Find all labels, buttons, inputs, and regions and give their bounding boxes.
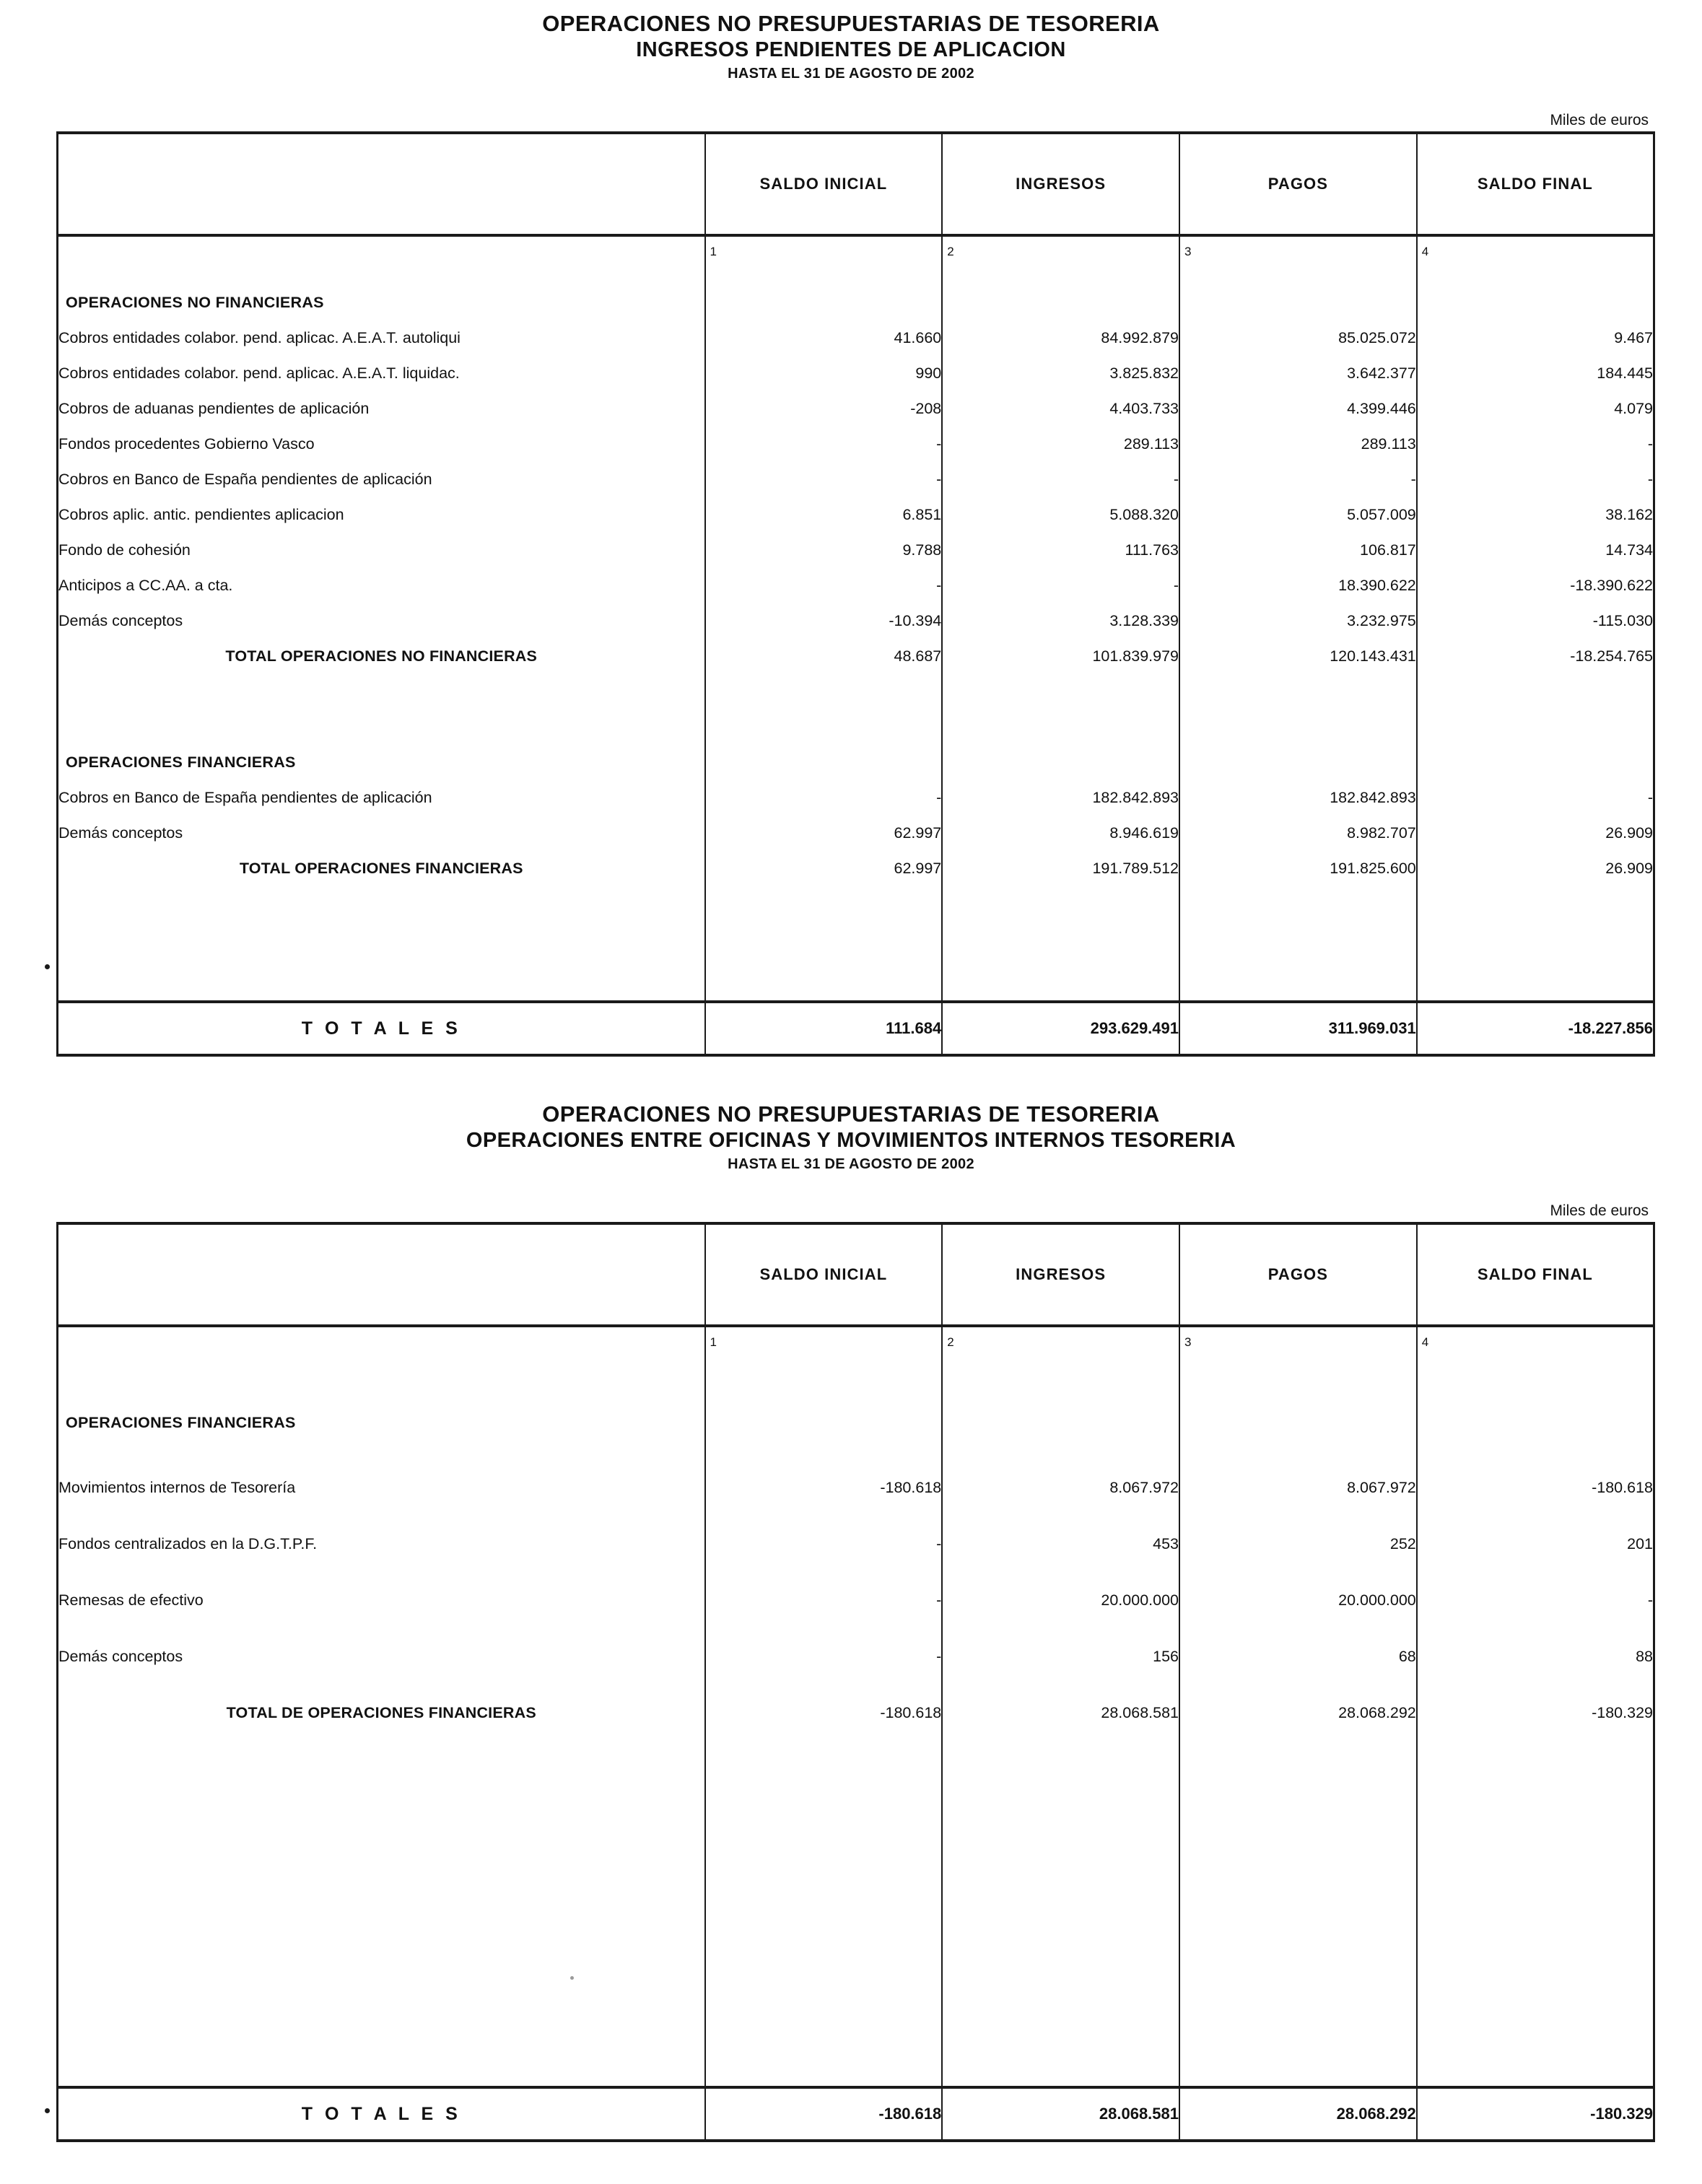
total-value: -18.254.765 — [1417, 639, 1654, 674]
report2-column-index-row — [58, 1326, 1654, 1356]
total-value: 191.789.512 — [942, 851, 1179, 886]
report2-header-row — [58, 1223, 1654, 1326]
total-value: 48.687 — [705, 639, 943, 674]
scan-artifact-dot-secondary — [570, 1976, 574, 1980]
row-concept: Cobros entidades colabor. pend. aplicac. A.E.A.T. liquidac. — [58, 356, 705, 391]
row-value: 68 — [1179, 1628, 1417, 1685]
row-value: 156 — [942, 1628, 1179, 1685]
report1-index-2 — [942, 235, 1179, 266]
row-concept: Anticipos a CC.AA. a cta. — [58, 568, 705, 603]
row-value: - — [705, 427, 943, 462]
row-value: - — [705, 1628, 943, 1685]
report2-units-caption: Miles de euros — [1550, 1202, 1649, 1219]
row-value: 62.997 — [705, 816, 943, 851]
row-concept: Cobros en Banco de España pendientes de aplicación — [58, 780, 705, 816]
row-value: - — [705, 1572, 943, 1628]
row-value: 8.982.707 — [1179, 816, 1417, 851]
row-value: 4.399.446 — [1179, 391, 1417, 427]
report1-title-line1: OPERACIONES NO PRESUPUESTARIAS DE TESORERIA — [542, 11, 1160, 36]
report2-index-4-label: 4 — [1421, 1335, 1429, 1349]
row-value: 4.403.733 — [942, 391, 1179, 427]
row-value: - — [942, 568, 1179, 603]
report2-index-2 — [942, 1326, 1179, 1356]
table-row — [58, 497, 1654, 533]
row-value: 9.467 — [1417, 320, 1654, 356]
report1-title-line3: HASTA EL 31 DE AGOSTO DE 2002 — [728, 66, 974, 82]
row-value: - — [705, 780, 943, 816]
report1-section1-heading: OPERACIONES FINANCIERAS — [58, 745, 705, 780]
row-value: - — [1417, 427, 1654, 462]
row-concept: Fondos centralizados en la D.G.T.P.F. — [58, 1516, 705, 1572]
table-row — [58, 816, 1654, 851]
total-value: 26.909 — [1417, 851, 1654, 886]
row-value: - — [1417, 1572, 1654, 1628]
row-value: 41.660 — [705, 320, 943, 356]
total-value: 101.839.979 — [942, 639, 1179, 674]
table-row — [58, 462, 1654, 497]
row-value: 184.445 — [1417, 356, 1654, 391]
spacer-row — [58, 1441, 1654, 1459]
grand-total-value: 111.684 — [705, 1002, 943, 1055]
report1-totales-row — [58, 1002, 1654, 1055]
row-concept: Demás conceptos — [58, 816, 705, 851]
table-row — [58, 603, 1654, 639]
report1-header-row — [58, 133, 1654, 235]
spacer-row — [58, 674, 1654, 745]
report2-table-wrap — [0, 1222, 1655, 2142]
report1-index-3-label: 3 — [1184, 244, 1192, 258]
row-concept: Movimientos internos de Tesorería — [58, 1459, 705, 1516]
row-concept: Fondo de cohesión — [58, 533, 705, 568]
row-value: - — [705, 462, 943, 497]
row-value: 182.842.893 — [1179, 780, 1417, 816]
table-row — [58, 1628, 1654, 1685]
row-value: 990 — [705, 356, 943, 391]
row-value: 106.817 — [1179, 533, 1417, 568]
report1-section1-total-label: TOTAL OPERACIONES FINANCIERAS — [58, 851, 705, 886]
report2-index-1 — [705, 1326, 943, 1356]
row-value: 8.067.972 — [942, 1459, 1179, 1516]
report2-index-3-label: 3 — [1184, 1335, 1192, 1349]
row-value: 8.946.619 — [942, 816, 1179, 851]
row-value: 20.000.000 — [1179, 1572, 1417, 1628]
row-value: 201 — [1417, 1516, 1654, 1572]
table-row-total — [58, 851, 1654, 886]
row-value: 3.128.339 — [942, 603, 1179, 639]
report1-index-3 — [1179, 235, 1417, 266]
table-row — [58, 427, 1654, 462]
report1-table — [56, 131, 1655, 1057]
grand-total-value: 28.068.581 — [942, 2087, 1179, 2141]
row-value: 26.909 — [1417, 816, 1654, 851]
row-value: 111.763 — [942, 533, 1179, 568]
report1-units-caption: Miles de euros — [1550, 112, 1649, 128]
row-concept: Remesas de efectivo — [58, 1572, 705, 1628]
table-row — [58, 391, 1654, 427]
report2-table — [56, 1222, 1655, 2142]
row-value: 5.057.009 — [1179, 497, 1417, 533]
row-value: -10.394 — [705, 603, 943, 639]
report1-column-index-row — [58, 235, 1654, 266]
table-row — [58, 780, 1654, 816]
row-value: - — [705, 568, 943, 603]
table-row — [58, 1405, 1654, 1441]
report2-totales-row — [58, 2087, 1654, 2141]
total-value: 28.068.581 — [942, 1685, 1179, 1741]
report1-header-blank — [58, 133, 705, 235]
report2-title-line2: OPERACIONES ENTRE OFICINAS Y MOVIMIENTOS INTERNOS TESORERIA — [466, 1128, 1236, 1152]
table-row — [58, 356, 1654, 391]
report1-header-saldo-inicial: SALDO INICIAL — [705, 133, 943, 235]
report1-header-pagos: PAGOS — [1179, 133, 1417, 235]
report2-title-block — [0, 1101, 1702, 1174]
report1-section0-total-label: TOTAL OPERACIONES NO FINANCIERAS — [58, 639, 705, 674]
row-value: -180.618 — [1417, 1459, 1654, 1516]
report2-index-3 — [1179, 1326, 1417, 1356]
row-value: - — [1179, 462, 1417, 497]
row-value: - — [1417, 462, 1654, 497]
grand-total-value: 311.969.031 — [1179, 1002, 1417, 1055]
report2-header-saldo-final: SALDO FINAL — [1417, 1223, 1654, 1326]
spacer-row — [58, 1741, 1654, 2087]
grand-total-value: -180.618 — [705, 2087, 943, 2141]
report2-header-saldo-inicial: SALDO INICIAL — [705, 1223, 943, 1326]
report1-header-ingresos: INGRESOS — [942, 133, 1179, 235]
spacer-row — [58, 886, 1654, 1002]
table-row-total — [58, 1685, 1654, 1741]
row-value: 182.842.893 — [942, 780, 1179, 816]
report1-index-1-label: 1 — [710, 244, 717, 258]
table-row — [58, 568, 1654, 603]
row-value: 6.851 — [705, 497, 943, 533]
table-row — [58, 1516, 1654, 1572]
report2-units-caption-wrap — [56, 1202, 1653, 1220]
total-value: -180.329 — [1417, 1685, 1654, 1741]
table-row — [58, 320, 1654, 356]
row-value: - — [1417, 780, 1654, 816]
row-value: 3.642.377 — [1179, 356, 1417, 391]
row-concept: Cobros en Banco de España pendientes de aplicación — [58, 462, 705, 497]
row-concept: Demás conceptos — [58, 1628, 705, 1685]
report1-header-saldo-final: SALDO FINAL — [1417, 133, 1654, 235]
report2-index-blank — [58, 1326, 705, 1356]
report1-index-2-label: 2 — [947, 244, 954, 258]
report1-totales-label: T O T A L E S — [58, 1002, 705, 1055]
report2-index-1-label: 1 — [710, 1335, 717, 1349]
report2-index-4 — [1417, 1326, 1654, 1356]
grand-total-value: 293.629.491 — [942, 1002, 1179, 1055]
report2-section0-total-label: TOTAL DE OPERACIONES FINANCIERAS — [58, 1685, 705, 1741]
row-value: 4.079 — [1417, 391, 1654, 427]
table-row — [58, 1459, 1654, 1516]
row-concept: Cobros aplic. antic. pendientes aplicacion — [58, 497, 705, 533]
row-value: - — [705, 1516, 943, 1572]
row-concept: Cobros entidades colabor. pend. aplicac. A.E.A.T. autoliqui — [58, 320, 705, 356]
grand-total-value: 28.068.292 — [1179, 2087, 1417, 2141]
table-row-total — [58, 639, 1654, 674]
row-value: -180.618 — [705, 1459, 943, 1516]
report1-title-block — [0, 10, 1702, 83]
row-value: 88 — [1417, 1628, 1654, 1685]
row-value: 252 — [1179, 1516, 1417, 1572]
report2-title-line1: OPERACIONES NO PRESUPUESTARIAS DE TESORERIA — [542, 1101, 1160, 1127]
total-value: 120.143.431 — [1179, 639, 1417, 674]
report2-totales-label: T O T A L E S — [58, 2087, 705, 2141]
row-value: -115.030 — [1417, 603, 1654, 639]
report1-index-1 — [705, 235, 943, 266]
table-row — [58, 285, 1654, 320]
row-value: 20.000.000 — [942, 1572, 1179, 1628]
table-row — [58, 533, 1654, 568]
table-row — [58, 1572, 1654, 1628]
row-value: 38.162 — [1417, 497, 1654, 533]
row-value: 3.825.832 — [942, 356, 1179, 391]
report1-index-4-label: 4 — [1421, 244, 1429, 258]
row-value: 9.788 — [705, 533, 943, 568]
scan-artifact-dot — [45, 2108, 50, 2113]
row-value: 14.734 — [1417, 533, 1654, 568]
row-concept: Cobros de aduanas pendientes de aplicación — [58, 391, 705, 427]
report1-section0-heading: OPERACIONES NO FINANCIERAS — [58, 285, 705, 320]
row-value: 18.390.622 — [1179, 568, 1417, 603]
report2-title-line3: HASTA EL 31 DE AGOSTO DE 2002 — [728, 1156, 974, 1173]
grand-total-value: -180.329 — [1417, 2087, 1654, 2141]
total-value: 62.997 — [705, 851, 943, 886]
report1-title-line2: INGRESOS PENDIENTES DE APLICACION — [636, 38, 1066, 61]
row-value: 84.992.879 — [942, 320, 1179, 356]
report1-units-caption-wrap — [56, 112, 1653, 129]
row-value: 289.113 — [1179, 427, 1417, 462]
row-value: 289.113 — [942, 427, 1179, 462]
row-value: -18.390.622 — [1417, 568, 1654, 603]
row-value: - — [942, 462, 1179, 497]
report2-section0-heading: OPERACIONES FINANCIERAS — [58, 1405, 705, 1441]
scan-artifact-dot — [45, 964, 50, 969]
row-value: 8.067.972 — [1179, 1459, 1417, 1516]
table-row — [58, 745, 1654, 780]
report2-index-2-label: 2 — [947, 1335, 954, 1349]
report2-header-blank — [58, 1223, 705, 1326]
report2-header-ingresos: INGRESOS — [942, 1223, 1179, 1326]
row-concept: Demás conceptos — [58, 603, 705, 639]
row-value: 5.088.320 — [942, 497, 1179, 533]
row-value: 85.025.072 — [1179, 320, 1417, 356]
total-value: -180.618 — [705, 1685, 943, 1741]
report1-index-4 — [1417, 235, 1654, 266]
total-value: 28.068.292 — [1179, 1685, 1417, 1741]
spacer-row — [58, 266, 1654, 285]
grand-total-value: -18.227.856 — [1417, 1002, 1654, 1055]
row-value: 453 — [942, 1516, 1179, 1572]
total-value: 191.825.600 — [1179, 851, 1417, 886]
spacer-row — [58, 1356, 1654, 1405]
report1-index-blank — [58, 235, 705, 266]
row-value: 3.232.975 — [1179, 603, 1417, 639]
row-concept: Fondos procedentes Gobierno Vasco — [58, 427, 705, 462]
report2-header-pagos: PAGOS — [1179, 1223, 1417, 1326]
report1-table-wrap — [0, 131, 1655, 1057]
row-value: -208 — [705, 391, 943, 427]
